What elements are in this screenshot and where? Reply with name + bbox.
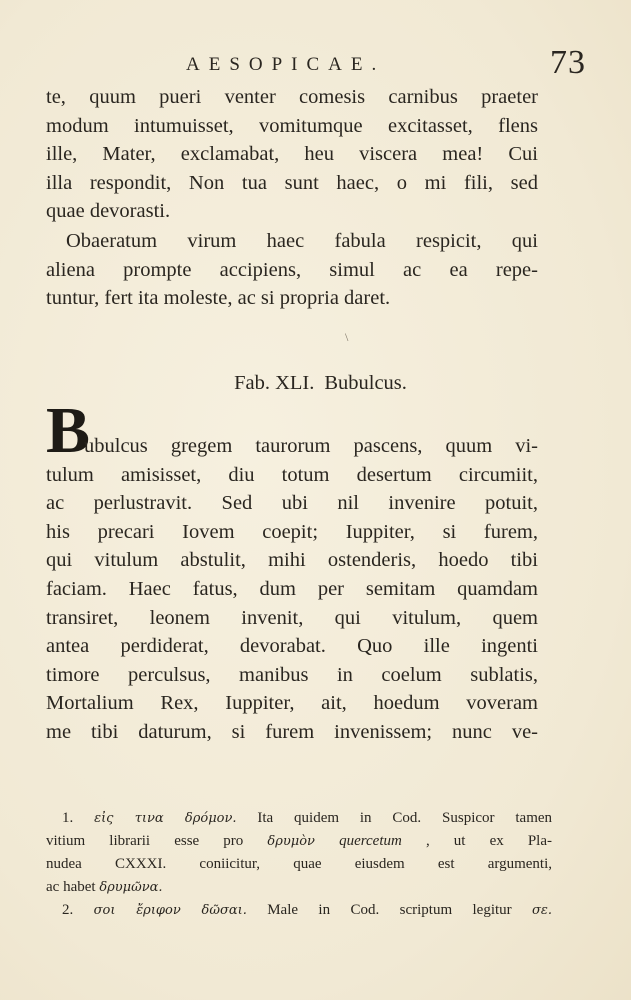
text-line: quae devorasti. — [46, 200, 171, 223]
footnote-text: vitium librarii esse pro — [46, 833, 244, 849]
footnote-2-line — [46, 899, 552, 922]
text-line: timore perculsus, manibus in coelum sublatis, — [46, 663, 538, 686]
text-line: te, quum pueri venter comesis carnibus praeter — [46, 86, 538, 108]
footnote-text: , ut ex Pla- — [425, 833, 553, 849]
footnote-1-line — [46, 876, 552, 899]
footnote-text: Male in Cod. scriptum legitur — [267, 902, 512, 918]
print-mark: \ — [345, 330, 349, 344]
text-line: modum intumuisset, vomitumque excitasset, flens — [46, 114, 538, 137]
text-line: ac perlustravit. Sed ubi nil invenire potuit, — [46, 492, 538, 515]
drop-cap: B — [46, 394, 91, 467]
footnote-number: 1. — [62, 810, 74, 826]
footnote-text: Ita quidem in Cod. Suspicor tamen — [257, 810, 553, 826]
text-line: qui vitulum abstulit, mihi ostenderis, hoedo tibi — [46, 549, 538, 572]
fable-number: Fab. XLI. — [234, 372, 315, 394]
footnote-number: 2. — [62, 902, 74, 918]
text-line: ubulcus gregem taurorum pascens, quum vi- — [84, 435, 538, 457]
page-header — [46, 46, 586, 86]
text-line: faciam. Haec fatus, dum per semitam quamdam — [46, 577, 538, 600]
footnote-1-line: nudea CXXXI. coniicitur, quae eiusdem est argumenti, — [46, 856, 552, 872]
running-head: AESOPICAE. — [186, 54, 386, 75]
text-block-fable-body — [46, 432, 538, 747]
text-block-moral — [46, 227, 538, 313]
text-line: his precari Iovem coepit; Iuppiter, si furem, — [46, 520, 538, 543]
greek-text: σε. — [532, 903, 553, 918]
greek-text: εἰς τινα δρόμον. — [94, 811, 237, 826]
text-line: transiret, leonem invenit, qui vitulum, quem — [46, 606, 538, 629]
text-line: antea perdiderat, devorabat. Quo ille ingenti — [46, 635, 538, 658]
footnotes — [46, 807, 552, 922]
page-number: 73 — [550, 44, 586, 81]
fable-name: Bubulcus. — [324, 372, 407, 394]
fable-title — [0, 372, 631, 395]
text-line: ille, Mater, exclamabat, heu viscera mea! Cui — [46, 143, 538, 166]
latin-italic: quercetum — [339, 833, 402, 849]
text-line: Obaeratum virum haec fabula respicit, qui — [66, 230, 538, 252]
text-line: aliena prompte accipiens, simul ac ea repe- — [46, 258, 538, 281]
text-line: tuntur, fert ita moleste, ac si propria daret. — [46, 287, 391, 310]
text-line: illa respondit, Non tua sunt haec, o mi fili, sed — [46, 171, 538, 194]
text-line: tulum amisisset, diu totum desertum circumiit, — [46, 463, 538, 486]
footnote-1-line — [46, 807, 552, 830]
greek-text: δρυμὸν — [267, 834, 315, 849]
text-line: Mortalium Rex, Iuppiter, ait, hoedum voveram — [46, 692, 538, 715]
footnote-text: ac habet — [46, 879, 96, 895]
text-line: me tibi daturum, si furem invenissem; nunc ve- — [46, 720, 538, 743]
footnote-1-line — [46, 830, 552, 853]
greek-text: σοι ἔριφον δῶσαι. — [93, 903, 247, 918]
greek-text: δρυμῶνα. — [99, 880, 163, 895]
text-block-fable-end — [46, 83, 538, 226]
